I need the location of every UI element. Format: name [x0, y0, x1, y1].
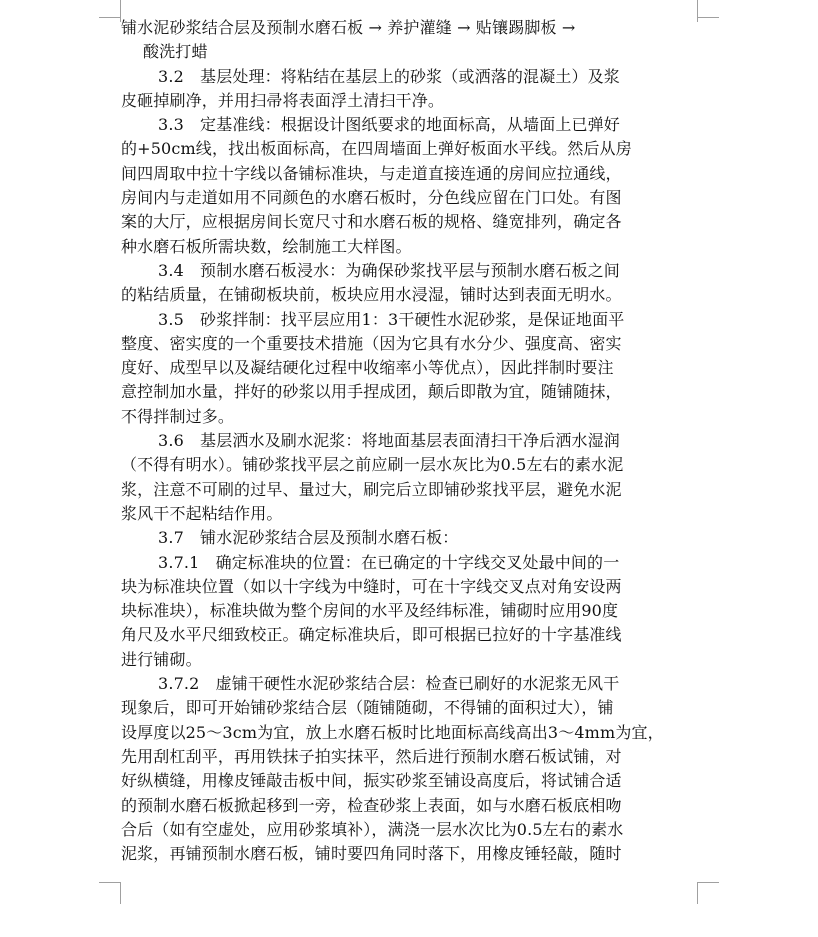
text-line: 好纵横缝，用橡皮锤敲击板中间，振实砂浆至铺设高度后，将试铺合适: [121, 771, 622, 791]
text-line: 泥浆，再铺预制水磨石板，铺时要四角同时落下，用橡皮锤轻敲，随时: [121, 844, 622, 864]
text-line: 种水磨石板所需块数，绘制施工大样图。: [121, 236, 412, 256]
text-line: 3.7.1 确定标准块的位置：在已确定的十字线交叉处最中间的一: [158, 552, 620, 572]
text-line: 浆，注意不可刷的过早、量过大，刷完后立即铺砂浆找平层，避免水泥: [121, 479, 622, 499]
text-line: 先用刮杠刮平，再用铁抹子拍实抹平，然后进行预制水磨石板试铺，对: [121, 746, 622, 766]
text-line: 铺水泥砂浆结合层及预制水磨石板 → 养护灌缝 → 贴镶踢脚板 →: [121, 18, 576, 37]
text-line: 合后（如有空虚处，应用砂浆填补），满浇一层水次比为0.5左右的素水: [121, 819, 624, 839]
text-line: 房间内与走道如用不同颜色的水磨石板时，分色线应留在门口处。有图: [121, 188, 622, 208]
text-line: 3.4 预制水磨石板浸水：为确保砂浆找平层与预制水磨石板之间: [158, 260, 620, 280]
text-line: 3.3 定基准线：根据设计图纸要求的地面标高，从墙面上已弹好: [158, 115, 620, 135]
text-line: 案的大厅，应根据房间长宽尺寸和水磨石板的规格、缝宽排列，确定各: [121, 212, 622, 232]
crop-mark-top-right-v: [697, 0, 698, 22]
text-line: 度好、成型早以及凝结硬化过程中收缩率小等优点），因此拌制时要注: [121, 358, 614, 378]
text-line: 的粘结质量，在铺砌板块前，板块应用水浸湿，铺时达到表面无明水。: [121, 285, 622, 305]
text-line: 整度、密实度的一个重要技术措施（因为它具有水分少、强度高、密实: [121, 333, 622, 353]
text-line: 的预制水磨石板掀起移到一旁，检查砂浆上表面，如与水磨石板底相吻: [121, 795, 622, 815]
document-body: [121, 16, 697, 866]
text-line: 3.5 砂浆拌制：找平层应用1：3干硬性水泥砂浆，是保证地面平: [158, 309, 625, 329]
text-line: 角尺及水平尺细致校正。确定标准块后，即可根据已拉好的十字基准线: [121, 625, 622, 645]
crop-mark-bottom-left-h: [99, 882, 121, 883]
text-line: 块标准块），标准块做为整个房间的水平及经纬标准，铺砌时应用90度: [121, 601, 619, 621]
crop-mark-bottom-left-v: [120, 882, 121, 904]
text-line: 酸洗打蜡: [143, 42, 208, 62]
text-line: 意控制加水量，拌好的砂浆以用手捏成团，颠后即散为宜，随铺随抹，: [121, 382, 622, 402]
text-line: 3.2 基层处理：将粘结在基层上的砂浆（或洒落的混凝土）及浆: [158, 66, 620, 86]
text-line: 设厚度以25～3cm为宜，放上水磨石板时比地面标高线高出3～4mm为宜，: [121, 722, 664, 742]
crop-mark-bottom-right-h: [697, 882, 719, 883]
text-line: 不得拌制过多。: [121, 406, 235, 426]
text-line: （不得有明水）。铺砂浆找平层之前应刷一层水灰比为0.5左右的素水泥: [121, 455, 624, 475]
text-line: 的+50cm线，找出板面标高，在四周墙面上弹好板面水平线。然后从房: [121, 139, 632, 159]
text-line: 浆风干不起粘结作用。: [121, 503, 283, 523]
text-line: 3.6 基层洒水及刷水泥浆：将地面基层表面清扫干净后洒水湿润: [158, 431, 620, 451]
crop-mark-bottom-right-v: [697, 882, 698, 904]
crop-mark-top-left-h: [99, 17, 121, 18]
text-line: 3.7 铺水泥砂浆结合层及预制水磨石板：: [158, 528, 459, 548]
text-line: 3.7.2 虚铺干硬性水泥砂浆结合层：检查已刷好的水泥浆无风干: [158, 674, 620, 694]
text-line: 间四周取中拉十字线以备铺标准块，与走道直接连通的房间应拉通线，: [121, 163, 622, 183]
text-line: 现象后，即可开始铺砂浆结合层（随铺随砌，不得铺的面积过大），铺: [121, 698, 614, 718]
text-line: 皮砸掉刷净，并用扫帚将表面浮土清扫干净。: [121, 90, 445, 110]
text-line: 进行铺砌。: [121, 649, 202, 669]
crop-mark-top-right-h: [697, 17, 719, 18]
text-line: 块为标准块位置（如以十字线为中缝时，可在十字线交叉点对角安设两: [121, 576, 622, 596]
